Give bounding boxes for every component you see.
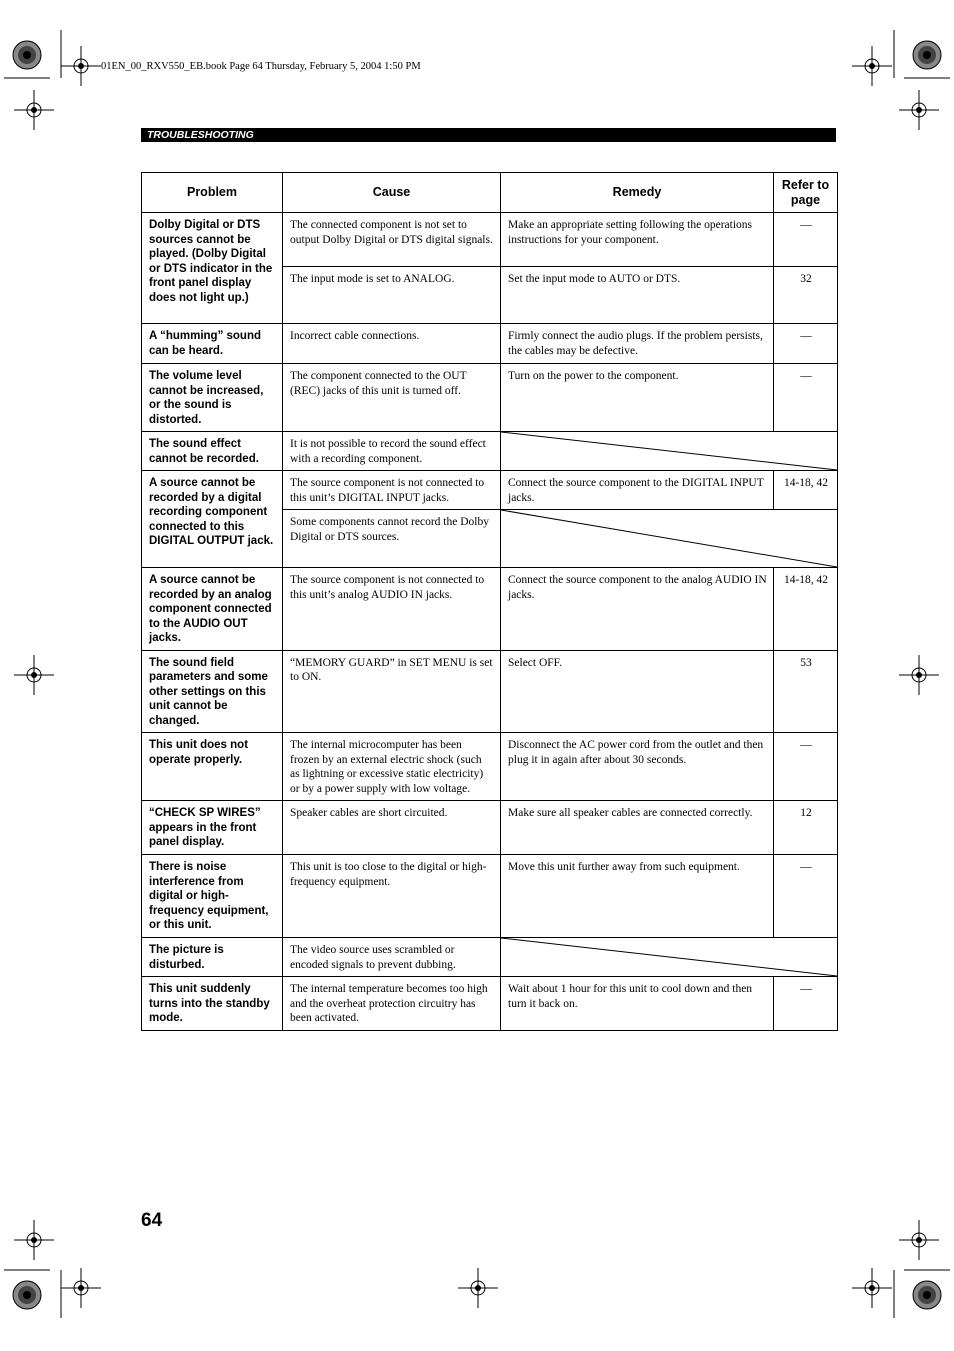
problem-cell: The sound field parameters and some other settings on this unit cannot be changed.: [142, 650, 283, 733]
section-title: TROUBLESHOOTING: [147, 129, 254, 141]
table-header-row: [142, 173, 838, 213]
cause-cell: The connected component is not set to output Dolby Digital or DTS digital signals.: [283, 213, 501, 267]
problem-cell: This unit suddenly turns into the standby mode.: [142, 977, 283, 1031]
remedy-cell: Move this unit further away from such equipment.: [501, 855, 774, 938]
remedy-cell: Firmly connect the audio plugs. If the problem persists, the cables may be defective.: [501, 324, 774, 364]
page-cell: —: [774, 213, 838, 267]
page-cell: 32: [774, 267, 838, 324]
table-row: [142, 432, 838, 471]
page-cell: —: [774, 324, 838, 364]
problem-cell: A source cannot be recorded by an analog component connected to the AUDIO OUT jacks.: [142, 568, 283, 651]
page-cell: 14-18, 42: [774, 568, 838, 651]
header-remedy: Remedy: [501, 173, 774, 213]
problem-cell: The sound effect cannot be recorded.: [142, 432, 283, 471]
print-header: 01EN_00_RXV550_EB.book Page 64 Thursday, February 5, 2004 1:50 PM: [101, 61, 421, 72]
table-row: [142, 471, 838, 510]
problem-cell: The volume level cannot be increased, or the sound is distorted.: [142, 364, 283, 432]
problem-cell: Dolby Digital or DTS sources cannot be played. (Dolby Digital or DTS indicator in the front panel display does not light up.): [142, 213, 283, 324]
header-page: Refer to page: [774, 173, 838, 213]
problem-cell: A source cannot be recorded by a digital recording component connected to this DIGITAL OUTPUT jack.: [142, 471, 283, 568]
header-problem: Problem: [142, 173, 283, 213]
table-row: [142, 568, 838, 651]
not-applicable-cell: [501, 510, 838, 568]
cause-cell: “MEMORY GUARD” in SET MENU is set to ON.: [283, 650, 501, 733]
page-cell: —: [774, 364, 838, 432]
diagonal-line: [501, 432, 837, 470]
table-row: [142, 650, 838, 733]
cause-cell: Some components cannot record the Dolby Digital or DTS sources.: [283, 510, 501, 568]
remedy-cell: Select OFF.: [501, 650, 774, 733]
cause-cell: The internal microcomputer has been frozen by an external electric shock (such as lightning or excessive static electricity) or by a power supply with low voltage.: [283, 733, 501, 801]
page-number: 64: [141, 1210, 163, 1231]
table-row: [142, 801, 838, 855]
cause-cell: The internal temperature becomes too high and the overheat protection circuitry has been activated.: [283, 977, 501, 1031]
table-row: [142, 324, 838, 364]
page-cell: 12: [774, 801, 838, 855]
remedy-cell: Connect the source component to the analog AUDIO IN jacks.: [501, 568, 774, 651]
cause-cell: The input mode is set to ANALOG.: [283, 267, 501, 324]
page-cell: —: [774, 733, 838, 801]
troubleshooting-table: [141, 172, 838, 1031]
problem-cell: The picture is disturbed.: [142, 938, 283, 977]
remedy-cell: Wait about 1 hour for this unit to cool down and then turn it back on.: [501, 977, 774, 1031]
page-cell: —: [774, 855, 838, 938]
problem-cell: A “humming” sound can be heard.: [142, 324, 283, 364]
cause-cell: Speaker cables are short circuited.: [283, 801, 501, 855]
remedy-cell: Set the input mode to AUTO or DTS.: [501, 267, 774, 324]
problem-cell: This unit does not operate properly.: [142, 733, 283, 801]
table-row: [142, 938, 838, 977]
table-row: [142, 364, 838, 432]
cause-cell: Incorrect cable connections.: [283, 324, 501, 364]
section-bar: [141, 128, 836, 142]
page-cell: —: [774, 977, 838, 1031]
page-cell: 14-18, 42: [774, 471, 838, 510]
cause-cell: This unit is too close to the digital or high-frequency equipment.: [283, 855, 501, 938]
not-applicable-cell: [501, 432, 838, 471]
not-applicable-cell: [501, 938, 838, 977]
diagonal-line: [501, 510, 837, 567]
remedy-cell: Connect the source component to the DIGITAL INPUT jacks.: [501, 471, 774, 510]
remedy-cell: Make an appropriate setting following the operations instructions for your component.: [501, 213, 774, 267]
cause-cell: The source component is not connected to this unit’s DIGITAL INPUT jacks.: [283, 471, 501, 510]
table-row: [142, 733, 838, 801]
table-row: [142, 855, 838, 938]
header-cause: Cause: [283, 173, 501, 213]
cause-cell: The video source uses scrambled or encoded signals to prevent dubbing.: [283, 938, 501, 977]
problem-cell: “CHECK SP WIRES” appears in the front panel display.: [142, 801, 283, 855]
remedy-cell: Disconnect the AC power cord from the outlet and then plug it in again after about 30 seconds.: [501, 733, 774, 801]
cause-cell: The component connected to the OUT (REC) jacks of this unit is turned off.: [283, 364, 501, 432]
diagonal-line: [501, 938, 837, 976]
table-row: [142, 977, 838, 1031]
page-cell: 53: [774, 650, 838, 733]
remedy-cell: Turn on the power to the component.: [501, 364, 774, 432]
remedy-cell: Make sure all speaker cables are connected correctly.: [501, 801, 774, 855]
table-row: [142, 213, 838, 267]
cause-cell: The source component is not connected to this unit’s analog AUDIO IN jacks.: [283, 568, 501, 651]
problem-cell: There is noise interference from digital or high-frequency equipment, or this unit.: [142, 855, 283, 938]
cause-cell: It is not possible to record the sound effect with a recording component.: [283, 432, 501, 471]
